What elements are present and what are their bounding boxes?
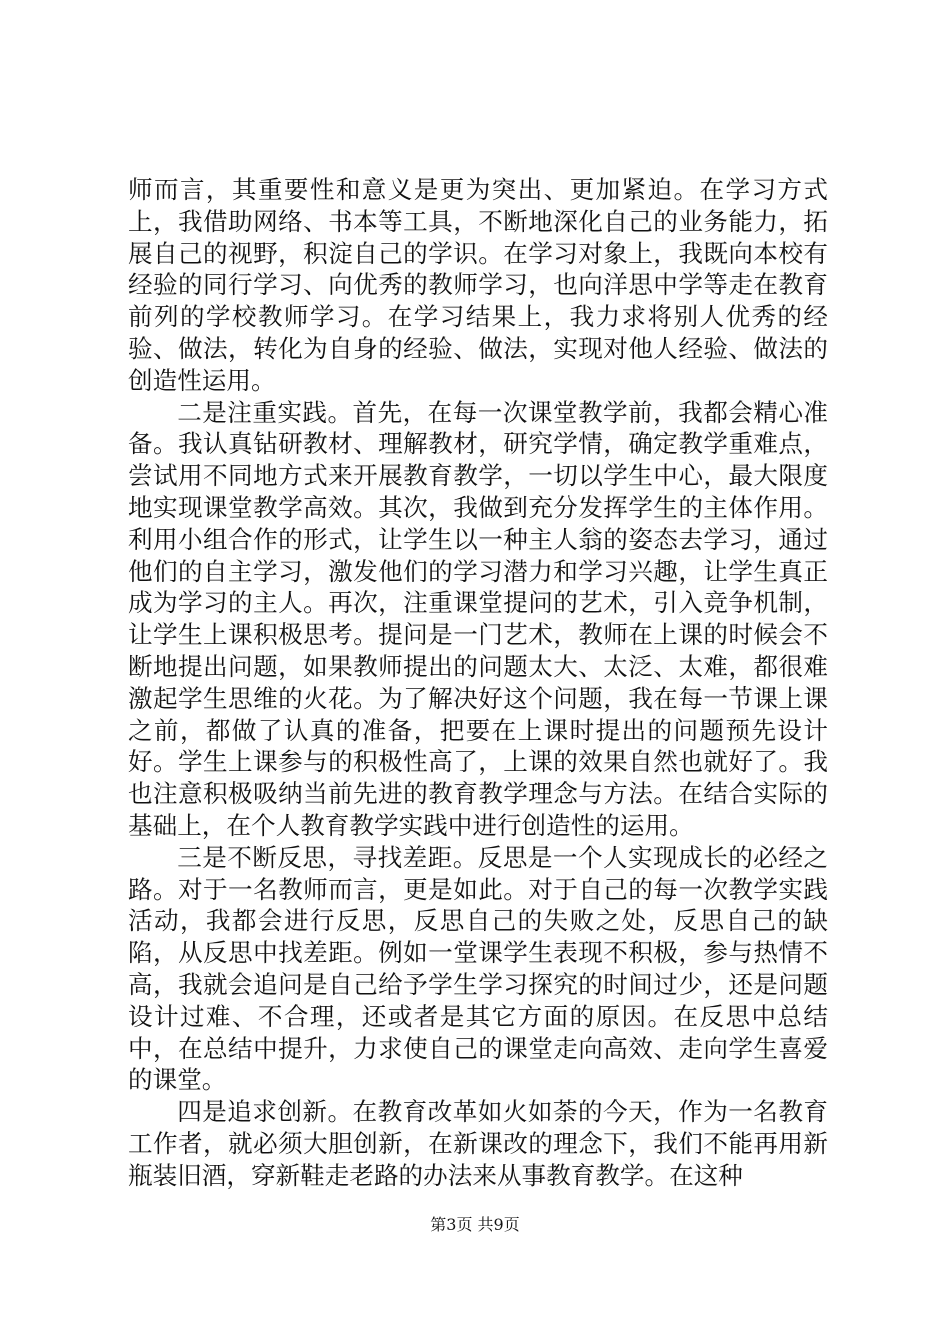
paragraph-continued: 师而言，其重要性和意义是更为突出、更加紧迫。在学习方式上，我借助网络、书本等工具，不断地深化自己的业务能力，拓展自己的视野，积淀自己的学识。在学习对象上，我既向本校有经验的同行学习、向优秀的教师学习，也向洋思中学等走在教育前列的学校教师学习。在学习结果上，我力求将别人优秀的经验、做法，转化为自身的经验、做法，实现对他人经验、做法的创造性运用。 xyxy=(128,175,828,395)
paragraph-reflection: 三是不断反思，寻找差距。反思是一个人实现成长的必经之路。对于一名教师而言，更是如此。对于自己的每一次教学实践活动，我都会进行反思，反思自己的失败之处，反思自己的缺陷，从反思中找差距。例如一堂课学生表现不积极，参与热情不高，我就会追问是自己给予学生学习探究的时间过少，还是问题设计过难、不合理，还或者是其它方面的原因。在反思中总结中，在总结中提升，力求使自己的课堂走向高效、走向学生喜爱的课堂。 xyxy=(128,842,828,1095)
paragraph-practice: 二是注重实践。首先，在每一次课堂教学前，我都会精心准备。我认真钻研教材、理解教材，研究学情，确定教学重难点，尝试用不同地方式来开展教育教学，一切以学生中心，最大限度地实现课堂教学高效。其次，我做到充分发挥学生的主体作用。利用小组合作的形式，让学生以一种主人翁的姿态去学习，通过他们的自主学习，激发他们的学习潜力和学习兴趣，让学生真正成为学习的主人。再次，注重课堂提问的艺术，引入竞争机制，让学生上课积极思考。提问是一门艺术，教师在上课的时候会不断地提出问题，如果教师提出的问题太大、太泛、太难，都很难激起学生思维的火花。为了解决好这个问题，我在每一节课上课之前，都做了认真的准备，把要在上课时提出的问题预先设计好。学生上课参与的积极性高了，上课的效果自然也就好了。我也注意积极吸纳当前先进的教育教学理念与方法。在结合实际的基础上，在个人教育教学实践中进行创造性的运用。 xyxy=(128,397,828,840)
page-number-footer: 第3页 共9页 xyxy=(430,1215,520,1234)
paragraph-innovation: 四是追求创新。在教育改革如火如荼的今天，作为一名教育工作者，就必须大胆创新，在新课改的理念下，我们不能再用新瓶装旧酒，穿新鞋走老路的办法来从事教育教学。在这种 xyxy=(128,1097,828,1190)
document-body xyxy=(128,174,828,1192)
